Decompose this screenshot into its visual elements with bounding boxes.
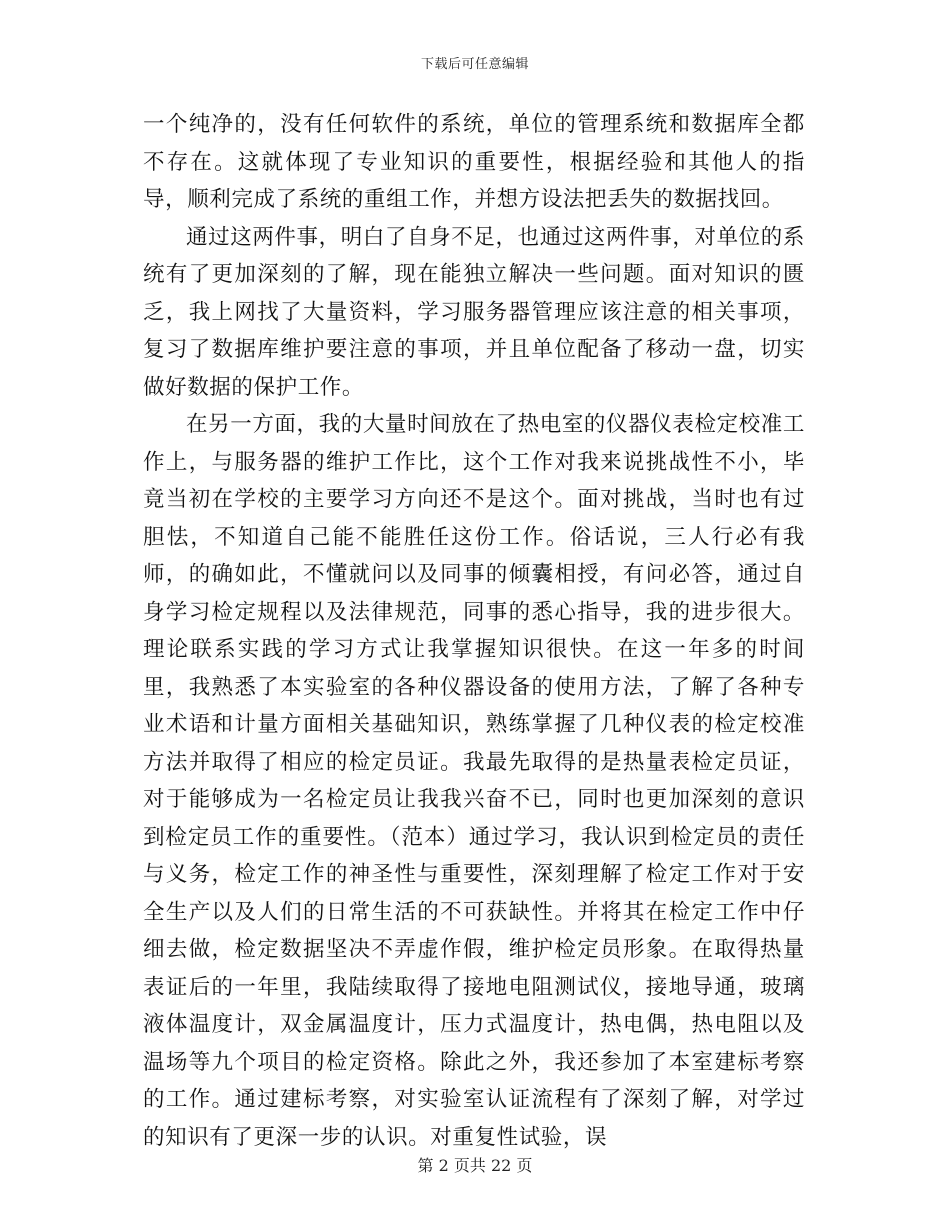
page-footer: 第 2 页共 22 页: [417, 1156, 533, 1175]
paragraph-1: 一个纯净的，没有任何软件的系统，单位的管理系统和数据库全都不存在。这就体现了专业知识的重要性，根据经验和其他人的指导，顺利完成了系统的重组工作，并想方设法把丢失的数据找回。: [143, 112, 805, 212]
paragraph-3: 在另一方面，我的大量时间放在了热电室的仪器仪表检定校准工作上，与服务器的维护工作比，这个工作对我来说挑战性不小，毕竟当初在学校的主要学习方向还不是这个。面对挑战，当时也有过胆怯，不知道自己能不能胜任这份工作。俗话说，三人行必有我师，的确如此，不懂就问以及同事的倾囊相授，有问必答，通过自身学习检定规程以及法律规范，同事的悉心指导，我的进步很大。理论联系实践的学习方式让我掌握知识很快。在这一年多的时间里，我熟悉了本实验室的各种仪器设备的使用方法，了解了各种专业术语和计量方面相关基础知识，熟练掌握了几种仪表的检定校准方法并取得了相应的检定员证。我最先取得的是热量表检定员证，对于能够成为一名检定员让我我兴奋不已，同时也更加深刻的意识到检定员工作的重要性。（范本）通过学习，我认识到检定员的责任与义务，检定工作的神圣性与重要性，深刻理解了检定工作对于安全生产以及人们的日常生活的不可获缺性。并将其在检定工作中仔细去做，检定数据坚决不弄虚作假，维护检定员形象。在取得热量表证后的一年里，我陆续取得了接地电阻测试仪，接地导通，玻璃液体温度计，双金属温度计，压力式温度计，热电偶，热电阻以及温场等九个项目的检定资格。除此之外，我还参加了本室建标考察的工作。通过建标考察，对实验室认证流程有了深刻了解，对学过的知识有了更深一步的认识。对重复性试验，误: [143, 412, 805, 1150]
paragraph-2: 通过这两件事，明白了自身不足，也通过这两件事，对单位的系统有了更加深刻的了解，现在能独立解决一些问题。面对知识的匮乏，我上网找了大量资料，学习服务器管理应该注意的相关事项，复习了数据库维护要注意的事项，并且单位配备了移动一盘，切实做好数据的保护工作。: [143, 224, 805, 400]
page-header: 下载后可任意编辑: [420, 57, 529, 72]
document-body: [143, 106, 805, 1156]
